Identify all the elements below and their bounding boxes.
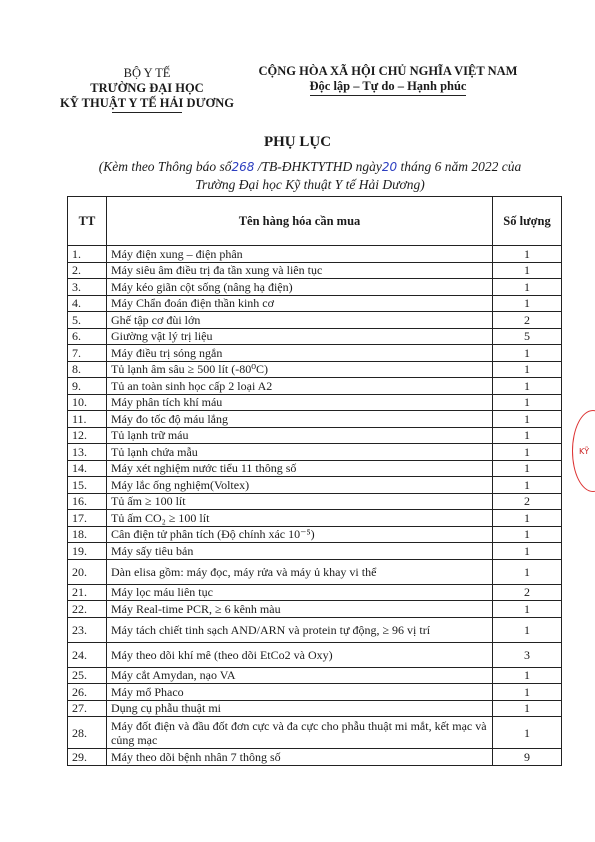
item-quantity: 1 — [493, 378, 562, 395]
row-number: 7. — [68, 345, 107, 362]
row-number: 19. — [68, 543, 107, 560]
row-number: 12. — [68, 427, 107, 444]
table-row — [68, 559, 562, 584]
item-name: Máy theo dõi khí mê (theo dõi EtCo2 và Oxy) — [107, 642, 493, 667]
item-quantity: 5 — [493, 328, 562, 345]
item-quantity: 1 — [493, 295, 562, 312]
handwritten-day: 20 — [381, 160, 398, 174]
national-header — [238, 64, 538, 96]
row-number: 27. — [68, 700, 107, 717]
item-name: Máy lọc máu liên tục — [107, 584, 493, 601]
table-row — [68, 700, 562, 717]
table-row — [68, 667, 562, 684]
item-name: Máy mổ Phaco — [107, 684, 493, 701]
page-title: PHỤ LỤC — [263, 134, 332, 150]
table-row — [68, 312, 562, 329]
item-quantity: 2 — [493, 312, 562, 329]
item-name: Máy điện xung – điện phân — [107, 246, 493, 263]
item-name: Dàn elisa gồm: máy đọc, máy rửa và máy ủ khay vi thể — [107, 559, 493, 584]
table-row — [68, 749, 562, 766]
item-quantity: 2 — [493, 584, 562, 601]
header-qty: Số lượng — [493, 197, 562, 246]
row-number: 17. — [68, 510, 107, 527]
item-quantity: 9 — [493, 749, 562, 766]
item-name: Máy tách chiết tinh sạch AND/ARN và protein tự động, ≥ 96 vị trí — [107, 617, 493, 642]
item-name: Máy Real-time PCR, ≥ 6 kênh màu — [107, 601, 493, 618]
item-name: Máy Chẩn đoán điện thần kinh cơ — [107, 295, 493, 312]
item-quantity: 1 — [493, 460, 562, 477]
item-quantity: 1 — [493, 526, 562, 543]
row-number: 6. — [68, 328, 107, 345]
table-row — [68, 601, 562, 618]
table-row — [68, 262, 562, 279]
table-header-row — [68, 197, 562, 246]
item-name: Tủ lạnh âm sâu ≥ 500 lít (-80⁰C) — [107, 361, 493, 378]
item-name: Máy đo tốc độ máu lắng — [107, 411, 493, 428]
row-number: 24. — [68, 642, 107, 667]
item-name: Máy xét nghiệm nước tiểu 11 thông số — [107, 460, 493, 477]
item-name: Máy lắc ống nghiệm(Voltex) — [107, 477, 493, 494]
table-row — [68, 493, 562, 510]
row-number: 4. — [68, 295, 107, 312]
item-quantity: 2 — [493, 493, 562, 510]
item-quantity: 1 — [493, 700, 562, 717]
table-row — [68, 378, 562, 395]
item-quantity: 1 — [493, 427, 562, 444]
item-quantity: 1 — [493, 559, 562, 584]
table-row — [68, 345, 562, 362]
table-row — [68, 328, 562, 345]
item-quantity: 1 — [493, 684, 562, 701]
item-name: Máy sấy tiêu bản — [107, 543, 493, 560]
table-row — [68, 460, 562, 477]
items-table — [67, 196, 562, 766]
country-name: CỘNG HÒA XÃ HỘI CHỦ NGHĨA VIỆT NAM — [258, 64, 518, 78]
row-number: 9. — [68, 378, 107, 395]
row-number: 28. — [68, 717, 107, 749]
item-quantity: 1 — [493, 601, 562, 618]
row-number: 26. — [68, 684, 107, 701]
row-number: 3. — [68, 279, 107, 296]
handwritten-number: 268 — [231, 160, 255, 174]
item-quantity: 1 — [493, 246, 562, 263]
header-underline — [112, 112, 182, 113]
school-name-line2: KỸ THUẬT Y TẾ HẢI DƯƠNG — [60, 96, 234, 110]
row-number: 22. — [68, 601, 107, 618]
item-quantity: 1 — [493, 477, 562, 494]
item-name: Tủ ấm CO₂ ≥ 100 lít — [107, 510, 493, 527]
national-motto: Độc lập – Tự do – Hạnh phúc — [310, 79, 467, 96]
item-quantity: 1 — [493, 394, 562, 411]
table-row — [68, 279, 562, 296]
issuer-header — [52, 66, 242, 113]
ministry-name: BỘ Y TẾ — [123, 66, 171, 80]
table-row — [68, 642, 562, 667]
reference-part2: /TB-ĐHKTYTHD ngày — [257, 159, 382, 174]
item-quantity: 1 — [493, 345, 562, 362]
item-name: Dụng cụ phẫu thuật mi — [107, 700, 493, 717]
item-quantity: 1 — [493, 667, 562, 684]
header-tt: TT — [68, 197, 107, 246]
row-number: 18. — [68, 526, 107, 543]
item-quantity: 1 — [493, 543, 562, 560]
reference-part3: tháng 6 năm 2022 của — [400, 159, 522, 174]
table-row — [68, 617, 562, 642]
table-row — [68, 411, 562, 428]
table-row — [68, 427, 562, 444]
item-name: Máy siêu âm điều trị đa tần xung và liên tục — [107, 262, 493, 279]
table-row — [68, 510, 562, 527]
item-name: Tủ lạnh chứa mẫu — [107, 444, 493, 461]
item-quantity: 1 — [493, 617, 562, 642]
table-row — [68, 543, 562, 560]
item-quantity: 1 — [493, 717, 562, 749]
row-number: 1. — [68, 246, 107, 263]
item-name: Máy theo dõi bệnh nhân 7 thông số — [107, 749, 493, 766]
row-number: 20. — [68, 559, 107, 584]
row-number: 8. — [68, 361, 107, 378]
row-number: 13. — [68, 444, 107, 461]
reference-part1: (Kèm theo Thông báo số — [98, 159, 232, 174]
item-quantity: 1 — [493, 510, 562, 527]
school-name-line1: TRƯỜNG ĐẠI HỌC — [90, 81, 204, 95]
row-number: 11. — [68, 411, 107, 428]
row-number: 29. — [68, 749, 107, 766]
table-row — [68, 361, 562, 378]
reference-line2: Trường Đại học Kỹ thuật Y tế Hải Dương) — [195, 177, 425, 192]
table-row — [68, 477, 562, 494]
table-row — [68, 526, 562, 543]
item-name: Tủ ấm ≥ 100 lít — [107, 493, 493, 510]
stamp-text: KỸ — [579, 447, 590, 456]
item-quantity: 1 — [493, 262, 562, 279]
row-number: 16. — [68, 493, 107, 510]
document-reference — [90, 158, 530, 193]
item-name: Cân điện tử phân tích (Độ chính xác 10⁻⁵) — [107, 526, 493, 543]
row-number: 10. — [68, 394, 107, 411]
item-name: Tủ an toàn sinh học cấp 2 loại A2 — [107, 378, 493, 395]
stamp-fragment — [572, 410, 595, 492]
item-name: Máy đốt điện và đầu đốt đơn cực và đa cực cho phẫu thuật mi mắt, kết mạc và củng mạc — [107, 717, 493, 749]
item-name: Giường vật lý trị liệu — [107, 328, 493, 345]
item-name: Máy kéo giãn cột sống (nâng hạ điện) — [107, 279, 493, 296]
row-number: 25. — [68, 667, 107, 684]
row-number: 2. — [68, 262, 107, 279]
table-row — [68, 684, 562, 701]
header-name: Tên hàng hóa cần mua — [107, 197, 493, 246]
table-row — [68, 444, 562, 461]
item-name: Máy phân tích khí máu — [107, 394, 493, 411]
row-number: 14. — [68, 460, 107, 477]
row-number: 15. — [68, 477, 107, 494]
item-quantity: 1 — [493, 444, 562, 461]
item-name: Máy điều trị sóng ngắn — [107, 345, 493, 362]
row-number: 5. — [68, 312, 107, 329]
item-name: Ghế tập cơ đùi lớn — [107, 312, 493, 329]
table-row — [68, 717, 562, 749]
item-name: Tủ lạnh trữ máu — [107, 427, 493, 444]
row-number: 21. — [68, 584, 107, 601]
item-quantity: 3 — [493, 642, 562, 667]
table-row — [68, 394, 562, 411]
item-name: Máy cắt Amydan, nạo VA — [107, 667, 493, 684]
item-quantity: 1 — [493, 279, 562, 296]
table-row — [68, 295, 562, 312]
table-row — [68, 584, 562, 601]
item-quantity: 1 — [493, 361, 562, 378]
item-quantity: 1 — [493, 411, 562, 428]
table-row — [68, 246, 562, 263]
row-number: 23. — [68, 617, 107, 642]
